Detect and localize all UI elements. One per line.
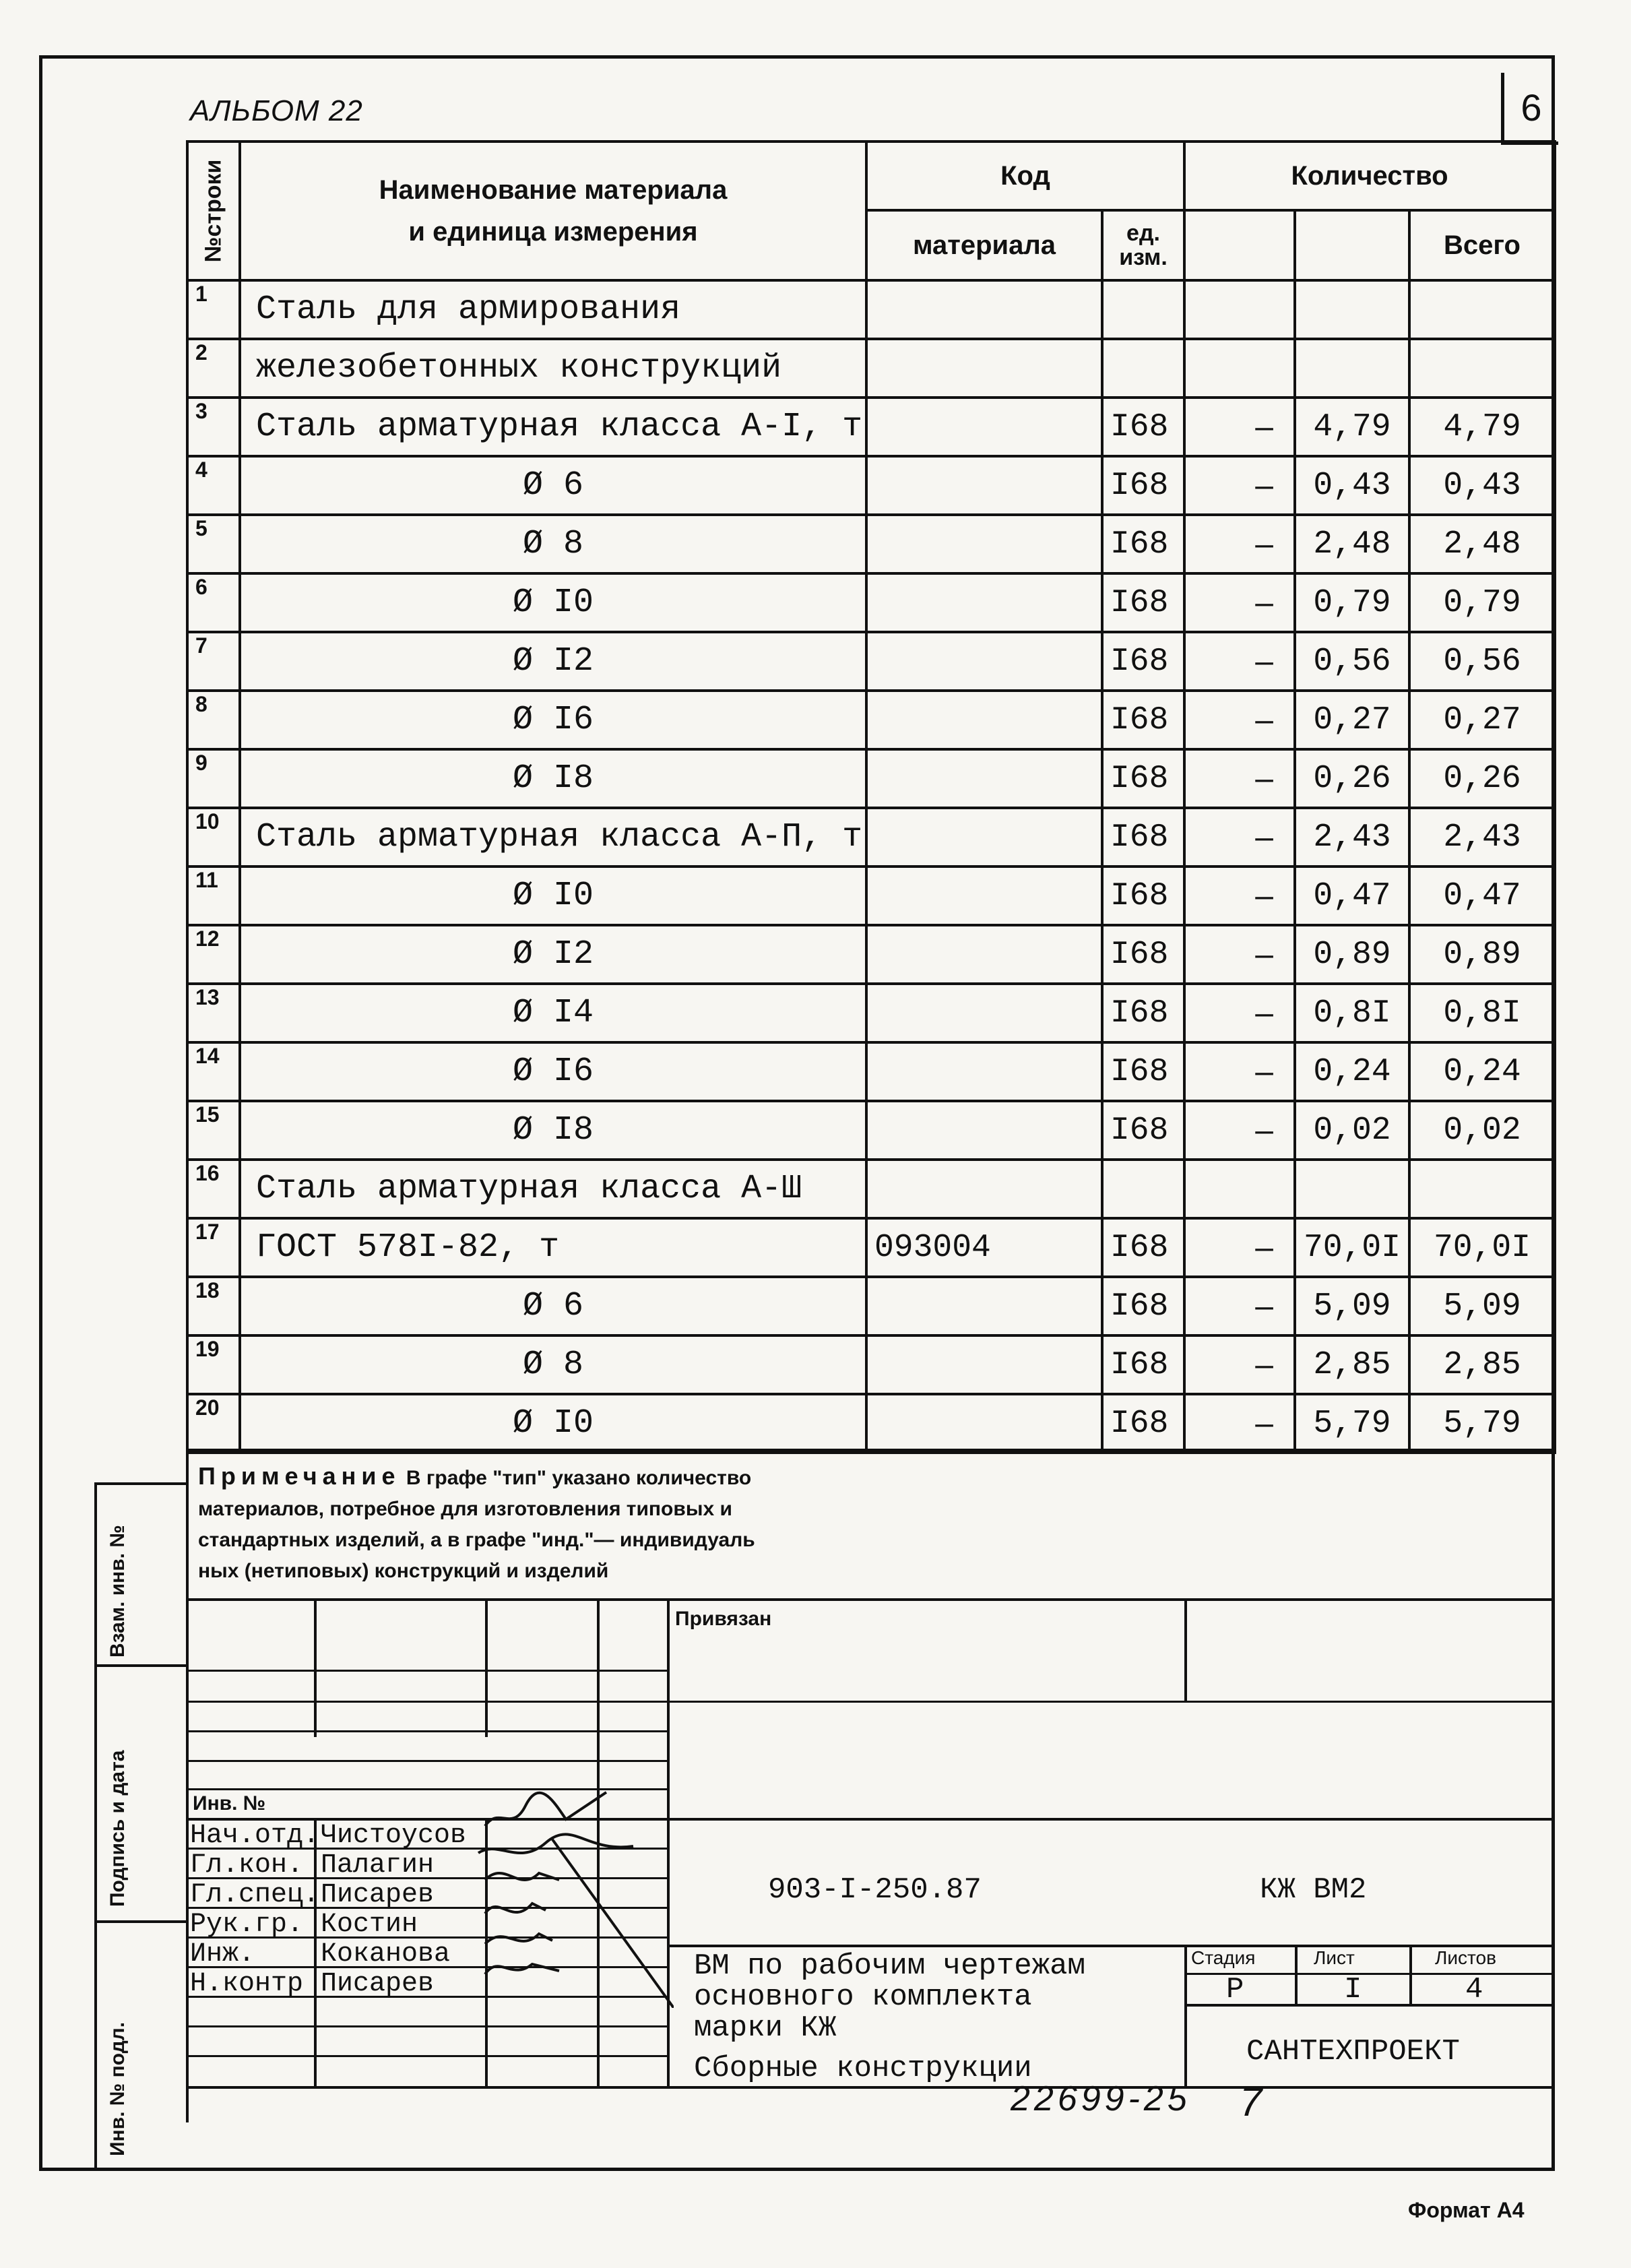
material-code [866,1394,1102,1453]
quantity-individual: 2,43 [1295,808,1409,867]
unit-code: I68 [1102,456,1184,515]
quantity-type: – [1184,515,1295,573]
row-number: 4 [187,456,240,515]
unit-code: I68 [1102,1277,1184,1335]
table-row [187,1042,1555,1101]
quantity-individual: 0,26 [1295,749,1409,808]
signatory-role: Н.контр [190,1969,304,1999]
header-name: Наименование материала и единица измерения [240,141,866,280]
quantity-total [1409,1160,1555,1218]
quantity-total: 0,56 [1409,632,1555,691]
table-note [198,1461,1074,1587]
row-number: 1 [187,280,240,339]
quantity-type: – [1184,573,1295,632]
unit-code: I68 [1102,1335,1184,1394]
material-name: Ø I0 [240,573,866,632]
header-row-number: №строки [187,141,240,280]
doc-code: 903-I-250.87 [768,1873,982,1907]
header-quantity-individual [1295,210,1409,280]
material-name: Ø 8 [240,515,866,573]
unit-code [1102,280,1184,339]
material-name: Ø I0 [240,1394,866,1453]
table-row [187,339,1555,398]
side-strip-divider [94,1482,97,2171]
tb-divider [186,1670,668,1672]
note-line: материалов, потребное для изготовления типовых и [198,1498,732,1520]
sheet-label: Лист [1314,1947,1355,1968]
quantity-type: – [1184,984,1295,1042]
material-code [866,984,1102,1042]
quantity-individual [1295,339,1409,398]
tb-divider [314,1598,317,1737]
page-number: 7 [1240,2079,1262,2124]
quantity-type: – [1184,1101,1295,1160]
unit-code: I68 [1102,1042,1184,1101]
table-row [187,1218,1555,1277]
tb-divider [186,1730,668,1732]
material-code [866,808,1102,867]
unit-code: I68 [1102,749,1184,808]
table-row [187,691,1555,749]
quantity-individual: 0,02 [1295,1101,1409,1160]
table-row [187,925,1555,984]
tb-divider [1184,1598,1187,1701]
quantity-individual: 0,79 [1295,573,1409,632]
material-name: Сталь арматурная класса А-Ш [240,1160,866,1218]
material-name: Ø I2 [240,925,866,984]
quantity-individual: 70,0I [1295,1218,1409,1277]
sheet-number: 6 [1501,73,1558,145]
unit-code: I68 [1102,515,1184,573]
header-code-material: материала [866,210,1102,280]
quantity-total: 0,26 [1409,749,1555,808]
row-number: 7 [187,632,240,691]
quantity-total: 0,47 [1409,867,1555,925]
signatory-role: Рук.гр. [190,1910,304,1940]
material-code [866,867,1102,925]
inventory-number: 22699-25 [1011,2079,1191,2118]
material-code [866,515,1102,573]
material-name: Ø I0 [240,867,866,925]
tb-divider [667,1945,1554,1947]
side-label-inv-no: Инв. № подл. [106,2021,129,2156]
row-number: 14 [187,1042,240,1101]
sheets-label: Листов [1435,1947,1496,1968]
signatory-name: Палагин [321,1850,435,1881]
material-code [866,1335,1102,1394]
table-row [187,456,1555,515]
material-name: Сталь для армирования [240,280,866,339]
table-row [187,573,1555,632]
quantity-type: – [1184,1277,1295,1335]
tb-divider [186,1760,668,1762]
sheets-value: 4 [1465,1973,1483,2007]
doc-mark: КЖ ВМ2 [1260,1873,1367,1907]
tb-divider [186,1449,1554,1451]
quantity-individual: 5,09 [1295,1277,1409,1335]
material-code [866,1277,1102,1335]
header-code-unit: ед. изм. [1102,210,1184,280]
quantity-type: – [1184,398,1295,456]
material-code [866,1042,1102,1101]
signatory-role: Нач.отд. [190,1821,320,1851]
quantity-total: 2,48 [1409,515,1555,573]
header-quantity: Количество [1184,141,1555,210]
quantity-type [1184,339,1295,398]
signatory-name: Писарев [321,1880,435,1910]
organization: САНТЕХПРОЕКТ [1246,2035,1460,2069]
quantity-type: – [1184,808,1295,867]
tb-divider [1184,1945,1187,2086]
table-row [187,515,1555,573]
material-name: Ø I8 [240,749,866,808]
row-number: 18 [187,1277,240,1335]
quantity-individual: 0,56 [1295,632,1409,691]
table-row [187,749,1555,808]
material-code [866,280,1102,339]
tb-divider [314,1818,317,2087]
quantity-individual: 2,48 [1295,515,1409,573]
quantity-type: – [1184,1394,1295,1453]
signatory-role: Гл.спец. [190,1880,320,1910]
quantity-total: 0,27 [1409,691,1555,749]
quantity-total [1409,339,1555,398]
row-number: 3 [187,398,240,456]
side-label-signature-date: Подпись и дата [106,1750,129,1907]
unit-code: I68 [1102,398,1184,456]
row-number: 8 [187,691,240,749]
material-code [866,632,1102,691]
table-row [187,1394,1555,1453]
note-line: стандартных изделий, а в графе "инд."— индивидуаль [198,1529,755,1551]
tb-divider [186,2086,1554,2089]
quantity-total: 0,89 [1409,925,1555,984]
quantity-total: 5,79 [1409,1394,1555,1453]
side-strip-divider [94,1664,186,1667]
quantity-individual: 0,27 [1295,691,1409,749]
unit-code: I68 [1102,632,1184,691]
quantity-individual: 0,43 [1295,456,1409,515]
row-number: 13 [187,984,240,1042]
quantity-individual [1295,1160,1409,1218]
material-code [866,1101,1102,1160]
bound-label: Привязан [675,1608,772,1630]
quantity-individual: 4,79 [1295,398,1409,456]
tb-divider [1295,1945,1298,2005]
material-code [866,339,1102,398]
quantity-total: 0,24 [1409,1042,1555,1101]
note-line: ных (нетиповых) конструкций и изделий [198,1560,609,1582]
signatory-name: Костин [321,1910,418,1940]
material-code [866,749,1102,808]
unit-code [1102,339,1184,398]
table-row [187,398,1555,456]
materials-table [186,140,1556,1454]
table-row [187,1277,1555,1335]
material-code [866,1160,1102,1218]
row-number: 9 [187,749,240,808]
quantity-total: 0,79 [1409,573,1555,632]
quantity-total: 4,79 [1409,398,1555,456]
row-number: 19 [187,1335,240,1394]
header-total: Всего [1409,210,1555,280]
material-name: Ø I6 [240,691,866,749]
material-name: Ø I4 [240,984,866,1042]
tb-divider [485,1598,488,1737]
quantity-total: 70,0I [1409,1218,1555,1277]
doc-title: ВМ по рабочим чертежам основного комплекта марки КЖ Сборные конструкции [694,1949,1085,2085]
material-code [866,456,1102,515]
stage-value: Р [1226,1973,1244,2007]
tb-divider [186,2025,668,2027]
side-strip-divider [94,1920,186,1923]
quantity-type: – [1184,456,1295,515]
quantity-individual [1295,280,1409,339]
sheet-value: I [1344,1973,1362,2007]
unit-code: I68 [1102,573,1184,632]
quantity-total: 0,43 [1409,456,1555,515]
row-number: 20 [187,1394,240,1453]
material-name: Ø I6 [240,1042,866,1101]
unit-code: I68 [1102,1101,1184,1160]
quantity-type: – [1184,691,1295,749]
material-code [866,398,1102,456]
material-code: 093004 [866,1218,1102,1277]
album-label: АЛЬБОМ 22 [190,94,363,127]
row-number: 16 [187,1160,240,1218]
material-name: Сталь арматурная класса А-I, т [240,398,866,456]
quantity-total: 2,43 [1409,808,1555,867]
row-number: 12 [187,925,240,984]
table-row [187,1160,1555,1218]
material-name: ГОСТ 578I-82, т [240,1218,866,1277]
format-label: Формат А4 [1408,2198,1525,2222]
row-number: 10 [187,808,240,867]
table-row [187,280,1555,339]
note-line: В графе "тип" указано количество [400,1467,752,1489]
signatory-role: Гл.кон. [190,1850,304,1881]
row-number: 6 [187,573,240,632]
quantity-type: – [1184,1218,1295,1277]
table-row [187,867,1555,925]
quantity-individual: 5,79 [1295,1394,1409,1453]
tb-divider [1409,1945,1412,2005]
signatures [472,1779,674,2008]
quantity-total: 2,85 [1409,1335,1555,1394]
row-number: 11 [187,867,240,925]
unit-code: I68 [1102,925,1184,984]
row-number: 5 [187,515,240,573]
quantity-type [1184,280,1295,339]
quantity-total: 0,02 [1409,1101,1555,1160]
header-code: Код [866,141,1184,210]
quantity-type: – [1184,1335,1295,1394]
material-name: Ø I2 [240,632,866,691]
unit-code: I68 [1102,867,1184,925]
row-number: 2 [187,339,240,398]
tb-divider [186,1701,1554,1703]
material-code [866,925,1102,984]
material-name: Ø 6 [240,1277,866,1335]
material-code [866,691,1102,749]
quantity-type: – [1184,1042,1295,1101]
unit-code [1102,1160,1184,1218]
quantity-type: – [1184,925,1295,984]
quantity-type [1184,1160,1295,1218]
quantity-type: – [1184,749,1295,808]
inv-no-label: Инв. № [193,1792,266,1815]
tb-divider [186,2055,668,2057]
unit-code: I68 [1102,1218,1184,1277]
tb-divider [186,1449,189,2122]
quantity-individual: 0,24 [1295,1042,1409,1101]
header-quantity-type [1184,210,1295,280]
quantity-total: 0,8I [1409,984,1555,1042]
material-code [866,573,1102,632]
quantity-type: – [1184,632,1295,691]
material-name: Сталь арматурная класса А-П, т [240,808,866,867]
quantity-individual: 0,89 [1295,925,1409,984]
table-row [187,1335,1555,1394]
material-name: железобетонных конструкций [240,339,866,398]
signatory-name: Писарев [321,1969,435,1999]
quantity-total [1409,280,1555,339]
material-name: Ø 8 [240,1335,866,1394]
row-number: 15 [187,1101,240,1160]
unit-code: I68 [1102,808,1184,867]
table-row [187,632,1555,691]
tb-divider [186,1598,1554,1601]
table-row [187,1101,1555,1160]
side-strip-divider [94,1482,186,1485]
row-number: 17 [187,1218,240,1277]
table-row [187,984,1555,1042]
unit-code: I68 [1102,984,1184,1042]
table-row [187,808,1555,867]
quantity-type: – [1184,867,1295,925]
quantity-individual: 0,47 [1295,867,1409,925]
material-name: Ø I8 [240,1101,866,1160]
unit-code: I68 [1102,1394,1184,1453]
signatory-role: Инж. [190,1939,255,1970]
quantity-total: 5,09 [1409,1277,1555,1335]
note-lead: Примечание [198,1462,401,1490]
material-name: Ø 6 [240,456,866,515]
stage-label: Стадия [1191,1947,1256,1968]
side-label-replace: Взам. инв. № [106,1525,129,1658]
signatory-name: Чистоусов [321,1821,467,1851]
signatory-name: Коканова [321,1939,451,1970]
quantity-individual: 0,8I [1295,984,1409,1042]
quantity-individual: 2,85 [1295,1335,1409,1394]
unit-code: I68 [1102,691,1184,749]
